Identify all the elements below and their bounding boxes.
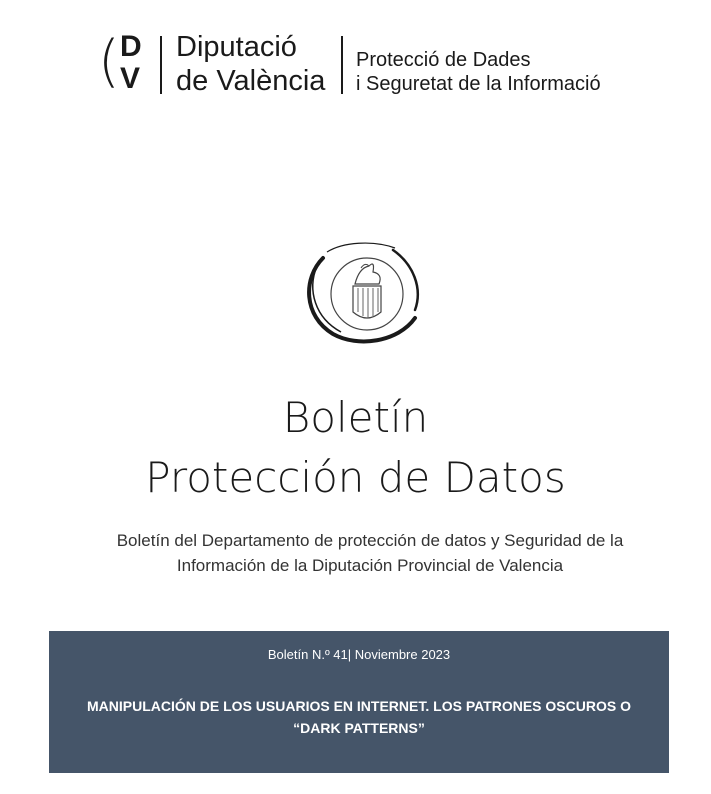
department-name bbox=[356, 48, 601, 96]
title-line1: Boletín bbox=[282, 393, 429, 442]
logo-divider bbox=[160, 36, 162, 94]
monogram-letter-d: D bbox=[120, 30, 142, 63]
organization-name bbox=[176, 30, 325, 98]
logo-divider-2 bbox=[341, 36, 343, 94]
dept-name-line1: Protecció de Dades bbox=[356, 49, 531, 71]
dept-name-line2: i Seguretat de la Informació bbox=[356, 73, 601, 95]
dv-monogram bbox=[98, 29, 154, 95]
coat-of-arms-emblem-icon bbox=[303, 238, 423, 346]
org-name-line2: de València bbox=[176, 65, 326, 97]
document-subtitle: Boletín del Departamento de protección de datos y Seguridad de la Información de la Diputación Provincial de Valencia bbox=[116, 531, 624, 575]
monogram-letter-v: V bbox=[120, 62, 141, 95]
header-logo bbox=[98, 30, 628, 100]
title-line2: Protección de Datos bbox=[145, 453, 566, 502]
issue-band bbox=[49, 631, 669, 773]
org-name-line1: Diputació bbox=[176, 31, 297, 63]
monogram-bracket: ( bbox=[98, 29, 120, 94]
document-title bbox=[0, 388, 711, 508]
issue-number: Boletín N.º 41| Noviembre 2023 bbox=[267, 647, 451, 662]
issue-headline: MANIPULACIÓN DE LOS USUARIOS EN INTERNET. LOS PATRONES OSCUROS O “DARK PATTERNS” bbox=[87, 698, 631, 736]
